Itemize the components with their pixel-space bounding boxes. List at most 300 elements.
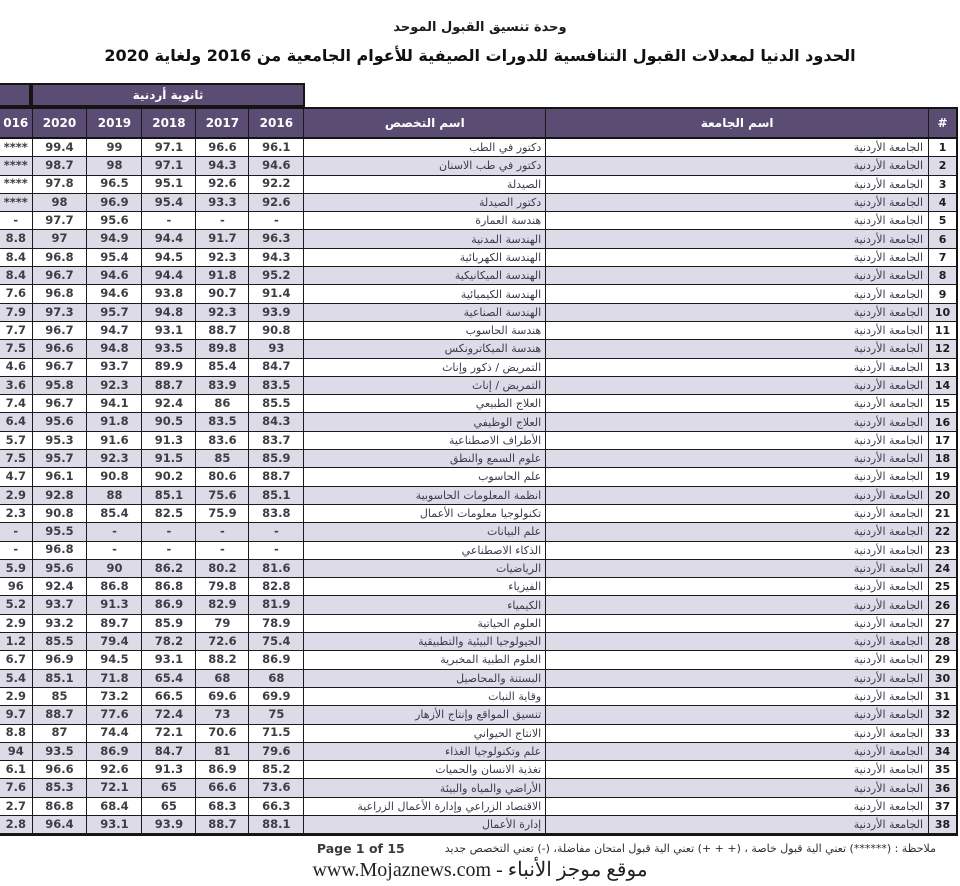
rate-2018-cell: 91.5	[141, 450, 195, 467]
specialization-cell: الاقتصاد الزراعي وإدارة الأعمال الزراعية	[303, 798, 545, 815]
rate-2019-cell: 73.2	[86, 688, 141, 705]
specialization-cell: انظمة المعلومات الحاسوبية	[303, 487, 545, 504]
rate-2019-cell: 93.1	[86, 816, 141, 833]
specialization-cell: الأطراف الاصطناعية	[303, 432, 545, 449]
row-number-cell: 34	[928, 743, 956, 760]
rate-2017-cell: 90.7	[195, 285, 248, 302]
rate-2016-cell: 95.2	[248, 267, 303, 284]
university-cell: الجامعة الأردنية	[545, 779, 928, 796]
rate-2016-cell: 84.3	[248, 413, 303, 430]
rate-2020-cell: 96.8	[32, 542, 87, 559]
rate-2016-cell: 82.8	[248, 578, 303, 595]
rate-2017-cell: 79	[195, 615, 248, 632]
rate-2016-cell: -	[248, 542, 303, 559]
university-cell: الجامعة الأردنية	[545, 322, 928, 339]
rate-2019-cell: 94.1	[86, 395, 141, 412]
rate-2016-clipped-cell: 2.8	[5, 816, 26, 831]
rate-2020-cell: 90.8	[32, 505, 87, 522]
row-number-cell: 22	[928, 523, 956, 540]
university-cell: الجامعة الأردنية	[545, 230, 928, 247]
university-cell: الجامعة الأردنية	[545, 688, 928, 705]
rate-2020-cell: 85	[32, 688, 87, 705]
rate-2016-cell: 79.6	[248, 743, 303, 760]
rate-2016-cell: 85.5	[248, 395, 303, 412]
university-cell: الجامعة الأردنية	[545, 487, 928, 504]
rate-2017-cell: 80.6	[195, 468, 248, 485]
rate-2018-cell: -	[141, 212, 195, 229]
rate-2020-cell: 96.8	[32, 285, 87, 302]
rate-2018-cell: 65	[141, 779, 195, 796]
row-number-cell: 21	[928, 505, 956, 522]
row-number-cell: 3	[928, 176, 956, 193]
admission-rates-table	[0, 107, 958, 836]
rate-2017-cell: 88.7	[195, 322, 248, 339]
rate-2017-cell: 88.7	[195, 816, 248, 833]
university-cell: الجامعة الأردنية	[545, 450, 928, 467]
rate-2018-cell: 93.5	[141, 340, 195, 357]
rate-2016-clipped-cell: 5.2	[5, 597, 26, 612]
rate-2018-cell: 89.9	[141, 359, 195, 376]
table-row	[0, 743, 956, 761]
rate-2018-cell: 65	[141, 798, 195, 815]
table-row	[0, 651, 956, 669]
row-number-cell: 13	[928, 359, 956, 376]
rate-2016-cell: 96.1	[248, 139, 303, 156]
table-row	[0, 779, 956, 797]
rate-2016-clipped-cell: 6.4	[5, 414, 26, 429]
rate-2019-cell: 95.7	[86, 304, 141, 321]
rate-2017-cell: 75.9	[195, 505, 248, 522]
rate-2016-clipped-cell: 5.4	[5, 670, 26, 685]
rate-2019-cell: 89.7	[86, 615, 141, 632]
rate-2016-cell: 86.9	[248, 651, 303, 668]
table-row	[0, 468, 956, 486]
header-row-number: #	[928, 109, 956, 137]
university-cell: الجامعة الأردنية	[545, 578, 928, 595]
row-number-cell: 19	[928, 468, 956, 485]
rate-2019-cell: 95.6	[86, 212, 141, 229]
rate-2016-clipped-cell: 1.2	[5, 633, 26, 648]
rate-2018-cell: 72.4	[141, 706, 195, 723]
row-number-cell: 28	[928, 633, 956, 650]
rate-2016-clipped-cell: 2.9	[5, 487, 26, 502]
table-row	[0, 487, 956, 505]
row-number-cell: 38	[928, 816, 956, 833]
rate-2016-cell: 73.6	[248, 779, 303, 796]
rate-2018-cell: 90.5	[141, 413, 195, 430]
university-cell: الجامعة الأردنية	[545, 505, 928, 522]
rate-2017-cell: 72.6	[195, 633, 248, 650]
row-number-cell: 16	[928, 413, 956, 430]
rate-2016-clipped-cell: 2.9	[5, 615, 26, 630]
university-cell: الجامعة الأردنية	[545, 285, 928, 302]
certificate-band-label: ثانوية أردنية	[31, 83, 305, 107]
rate-2020-cell: 96.1	[32, 468, 87, 485]
rate-2017-cell: 91.7	[195, 230, 248, 247]
row-number-cell: 29	[928, 651, 956, 668]
rate-2016-clipped-cell: 4.6	[5, 359, 26, 374]
rate-2020-cell: 96.8	[32, 249, 87, 266]
rate-2016-cell: 81.9	[248, 596, 303, 613]
rate-2016-clipped-cell: 7.6	[5, 780, 26, 795]
rate-2016-clipped-cell: ****	[3, 194, 28, 209]
rate-2016-cell: -	[248, 212, 303, 229]
rate-2017-cell: 85	[195, 450, 248, 467]
row-number-cell: 32	[928, 706, 956, 723]
table-row	[0, 395, 956, 413]
table-row	[0, 505, 956, 523]
row-number-cell: 24	[928, 560, 956, 577]
rate-2016-clipped-cell: 8.4	[5, 267, 26, 282]
table-row	[0, 816, 956, 834]
university-cell: الجامعة الأردنية	[545, 139, 928, 156]
university-cell: الجامعة الأردنية	[545, 413, 928, 430]
rate-2016-cell: 83.5	[248, 377, 303, 394]
row-number-cell: 1	[928, 139, 956, 156]
rate-2020-cell: 92.4	[32, 578, 87, 595]
university-cell: الجامعة الأردنية	[545, 304, 928, 321]
rate-2016-cell: 91.4	[248, 285, 303, 302]
rate-2018-cell: 95.4	[141, 194, 195, 211]
rate-2016-clipped-cell: 7.7	[5, 322, 26, 337]
rate-2019-cell: 98	[86, 157, 141, 174]
rate-2016-clipped-cell: 9.7	[5, 707, 26, 722]
rate-2017-cell: 83.6	[195, 432, 248, 449]
rate-2016-clipped-cell: -	[13, 213, 19, 228]
header-year-2019: 2019	[86, 109, 141, 137]
rate-2016-cell: 75	[248, 706, 303, 723]
table-row	[0, 596, 956, 614]
table-row	[0, 523, 956, 541]
rate-2019-cell: 91.8	[86, 413, 141, 430]
rate-2017-cell: 73	[195, 706, 248, 723]
rate-2019-cell: 94.9	[86, 230, 141, 247]
rate-2016-cell: 88.1	[248, 816, 303, 833]
rate-2016-cell: 71.5	[248, 725, 303, 742]
rate-2020-cell: 95.8	[32, 377, 87, 394]
document-subtitle: الحدود الدنيا لمعدلات القبول التنافسية للدورات الصيفية للأعوام الجامعية من 2016 ولغاية 2020	[104, 46, 856, 65]
specialization-cell: الأراضي والمياه والبيئة	[303, 779, 545, 796]
specialization-cell: الانتاج الحيواني	[303, 725, 545, 742]
certificate-band-clipped	[0, 83, 31, 107]
rate-2018-cell: 91.3	[141, 761, 195, 778]
rate-2020-cell: 98	[32, 194, 87, 211]
rate-2019-cell: 94.6	[86, 285, 141, 302]
header-university: اسم الجامعة	[545, 109, 928, 137]
rate-2020-cell: 93.2	[32, 615, 87, 632]
table-row	[0, 285, 956, 303]
rate-2016-cell: 81.6	[248, 560, 303, 577]
table-row	[0, 670, 956, 688]
specialization-cell: الكيمياء	[303, 596, 545, 613]
rate-2017-cell: 70.6	[195, 725, 248, 742]
specialization-cell: علم وتكنولوجيا الغذاء	[303, 743, 545, 760]
rate-2017-cell: 75.6	[195, 487, 248, 504]
rate-2016-cell: 83.8	[248, 505, 303, 522]
rate-2018-cell: 97.1	[141, 157, 195, 174]
rate-2016-cell: 88.7	[248, 468, 303, 485]
rate-2018-cell: 94.5	[141, 249, 195, 266]
row-number-cell: 4	[928, 194, 956, 211]
university-cell: الجامعة الأردنية	[545, 359, 928, 376]
university-cell: الجامعة الأردنية	[545, 395, 928, 412]
specialization-cell: وقاية النبات	[303, 688, 545, 705]
rate-2017-cell: 86	[195, 395, 248, 412]
table-row	[0, 157, 956, 175]
rate-2020-cell: 97.3	[32, 304, 87, 321]
rate-2016-cell: 94.3	[248, 249, 303, 266]
specialization-cell: العلوم الحياتية	[303, 615, 545, 632]
specialization-cell: الرياضيات	[303, 560, 545, 577]
table-row	[0, 413, 956, 431]
rate-2016-cell: 96.3	[248, 230, 303, 247]
rate-2016-clipped-cell: ****	[3, 158, 28, 173]
rate-2017-cell: 80.2	[195, 560, 248, 577]
rate-2020-cell: 96.7	[32, 359, 87, 376]
rate-2020-cell: 86.8	[32, 798, 87, 815]
rate-2020-cell: 96.7	[32, 322, 87, 339]
specialization-cell: الهندسة الكيميائية	[303, 285, 545, 302]
rate-2018-cell: 94.4	[141, 230, 195, 247]
rate-2017-cell: 92.6	[195, 176, 248, 193]
rate-2020-cell: 96.4	[32, 816, 87, 833]
rate-2019-cell: -	[86, 523, 141, 540]
table-row	[0, 542, 956, 560]
rate-2017-cell: 91.8	[195, 267, 248, 284]
specialization-cell: تنسيق المواقع وإنتاج الأزهار	[303, 706, 545, 723]
rate-2017-cell: 68.3	[195, 798, 248, 815]
rate-2019-cell: 72.1	[86, 779, 141, 796]
rate-2016-cell: 83.7	[248, 432, 303, 449]
row-number-cell: 35	[928, 761, 956, 778]
rate-2016-cell: 84.7	[248, 359, 303, 376]
table-row	[0, 212, 956, 230]
rate-2018-cell: 93.8	[141, 285, 195, 302]
watermark-website: www.Mojaznews.com - موقع موجز الأنباء	[312, 859, 648, 881]
specialization-cell: العلاج الوظيفي	[303, 413, 545, 430]
rate-2019-cell: 74.4	[86, 725, 141, 742]
rate-2017-cell: 68	[195, 670, 248, 687]
specialization-cell: الذكاء الاصطناعي	[303, 542, 545, 559]
row-number-cell: 2	[928, 157, 956, 174]
rate-2019-cell: 93.7	[86, 359, 141, 376]
rate-2018-cell: 94.8	[141, 304, 195, 321]
row-number-cell: 23	[928, 542, 956, 559]
row-number-cell: 27	[928, 615, 956, 632]
rate-2016-clipped-cell: -	[13, 524, 19, 539]
row-number-cell: 25	[928, 578, 956, 595]
rate-2016-clipped-cell: 96	[7, 579, 24, 594]
rate-2019-cell: 86.8	[86, 578, 141, 595]
university-cell: الجامعة الأردنية	[545, 743, 928, 760]
university-cell: الجامعة الأردنية	[545, 560, 928, 577]
band-spacer	[305, 83, 958, 107]
rate-2020-cell: 85.3	[32, 779, 87, 796]
rate-2020-cell: 95.7	[32, 450, 87, 467]
table-row	[0, 706, 956, 724]
rate-2016-clipped-cell: 8.8	[5, 231, 26, 246]
rate-2018-cell: 86.2	[141, 560, 195, 577]
rate-2016-cell: 85.9	[248, 450, 303, 467]
footer-note-row	[0, 841, 936, 856]
rate-2016-clipped-cell: 5.9	[5, 560, 26, 575]
rate-2020-cell: 87	[32, 725, 87, 742]
rate-2016-clipped-cell: 7.5	[5, 450, 26, 465]
university-cell: الجامعة الأردنية	[545, 157, 928, 174]
table-row	[0, 633, 956, 651]
rate-2020-cell: 97.8	[32, 176, 87, 193]
rate-2016-clipped-cell: 2.9	[5, 688, 26, 703]
university-cell: الجامعة الأردنية	[545, 194, 928, 211]
specialization-cell: الهندسة الكهربائية	[303, 249, 545, 266]
table-row	[0, 377, 956, 395]
rate-2017-cell: 83.9	[195, 377, 248, 394]
specialization-cell: البستنة والمحاصيل	[303, 670, 545, 687]
university-cell: الجامعة الأردنية	[545, 706, 928, 723]
row-number-cell: 8	[928, 267, 956, 284]
university-cell: الجامعة الأردنية	[545, 267, 928, 284]
rate-2018-cell: 86.9	[141, 596, 195, 613]
rate-2017-cell: 86.9	[195, 761, 248, 778]
rate-2018-cell: 93.1	[141, 322, 195, 339]
university-cell: الجامعة الأردنية	[545, 761, 928, 778]
rate-2018-cell: 85.9	[141, 615, 195, 632]
header-year-2018: 2018	[141, 109, 195, 137]
specialization-cell: الفيزياء	[303, 578, 545, 595]
header-year-2016-clipped: 016	[3, 116, 29, 130]
university-cell: الجامعة الأردنية	[545, 432, 928, 449]
rate-2018-cell: 90.2	[141, 468, 195, 485]
rate-2017-cell: 79.8	[195, 578, 248, 595]
rate-2018-cell: 93.1	[141, 651, 195, 668]
rate-2018-cell: 66.5	[141, 688, 195, 705]
specialization-cell: دكتور في طب الاسنان	[303, 157, 545, 174]
rate-2019-cell: 94.7	[86, 322, 141, 339]
rate-2016-cell: 93	[248, 340, 303, 357]
rate-2018-cell: 86.8	[141, 578, 195, 595]
specialization-cell: إدارة الأعمال	[303, 816, 545, 833]
table-row	[0, 267, 956, 285]
rate-2019-cell: 94.5	[86, 651, 141, 668]
rate-2020-cell: 88.7	[32, 706, 87, 723]
table-row	[0, 432, 956, 450]
university-cell: الجامعة الأردنية	[545, 725, 928, 742]
rate-2019-cell: 88	[86, 487, 141, 504]
rate-2018-cell: 84.7	[141, 743, 195, 760]
rate-2020-cell: 85.1	[32, 670, 87, 687]
row-number-cell: 33	[928, 725, 956, 742]
row-number-cell: 7	[928, 249, 956, 266]
rate-2019-cell: 90.8	[86, 468, 141, 485]
row-number-cell: 31	[928, 688, 956, 705]
row-number-cell: 14	[928, 377, 956, 394]
row-number-cell: 15	[928, 395, 956, 412]
rate-2020-cell: 92.8	[32, 487, 87, 504]
rate-2019-cell: 99	[86, 139, 141, 156]
row-number-cell: 11	[928, 322, 956, 339]
table-row	[0, 798, 956, 816]
rate-2019-cell: -	[86, 542, 141, 559]
table-row	[0, 688, 956, 706]
specialization-cell: الهندسة الميكانيكية	[303, 267, 545, 284]
row-number-cell: 36	[928, 779, 956, 796]
university-cell: الجامعة الأردنية	[545, 816, 928, 833]
specialization-cell: دكتور في الطب	[303, 139, 545, 156]
rate-2016-clipped-cell: 7.5	[5, 341, 26, 356]
university-cell: الجامعة الأردنية	[545, 542, 928, 559]
university-cell: الجامعة الأردنية	[545, 212, 928, 229]
rate-2017-cell: 82.9	[195, 596, 248, 613]
row-number-cell: 5	[928, 212, 956, 229]
university-cell: الجامعة الأردنية	[545, 798, 928, 815]
table-row	[0, 249, 956, 267]
specialization-cell: هندسة العمارة	[303, 212, 545, 229]
rate-2020-cell: 95.6	[32, 413, 87, 430]
specialization-cell: هندسة الحاسوب	[303, 322, 545, 339]
rate-2020-cell: 99.4	[32, 139, 87, 156]
table-row	[0, 194, 956, 212]
row-number-cell: 12	[928, 340, 956, 357]
rate-2016-clipped-cell: 6.1	[5, 761, 26, 776]
rate-2020-cell: 95.5	[32, 523, 87, 540]
rate-2019-cell: 96.9	[86, 194, 141, 211]
rate-2019-cell: 94.8	[86, 340, 141, 357]
university-cell: الجامعة الأردنية	[545, 377, 928, 394]
rate-2016-cell: 68	[248, 670, 303, 687]
rate-2019-cell: 86.9	[86, 743, 141, 760]
rate-2016-clipped-cell: 5.7	[5, 432, 26, 447]
rate-2017-cell: 92.3	[195, 304, 248, 321]
specialization-cell: الصيدلة	[303, 176, 545, 193]
row-number-cell: 20	[928, 487, 956, 504]
table-rows	[0, 139, 956, 834]
university-cell: الجامعة الأردنية	[545, 633, 928, 650]
rate-2018-cell: 72.1	[141, 725, 195, 742]
footnote-text: ملاحظة : (******) تعني الية قبول خاصة ، (+ + +) تعني الية قبول امتحان مفاضلة، (-) تعني التخصص جديد	[444, 842, 936, 855]
rate-2016-clipped-cell: 6.7	[5, 652, 26, 667]
rate-2020-cell: 95.3	[32, 432, 87, 449]
rate-2017-cell: 66.6	[195, 779, 248, 796]
rate-2019-cell: 71.8	[86, 670, 141, 687]
rate-2020-cell: 93.7	[32, 596, 87, 613]
rate-2019-cell: 91.3	[86, 596, 141, 613]
rate-2016-cell: 93.9	[248, 304, 303, 321]
rate-2016-cell: 78.9	[248, 615, 303, 632]
rate-2019-cell: 79.4	[86, 633, 141, 650]
row-number-cell: 26	[928, 596, 956, 613]
rate-2018-cell: 88.7	[141, 377, 195, 394]
table-row	[0, 359, 956, 377]
table-row	[0, 450, 956, 468]
table-row	[0, 761, 956, 779]
specialization-cell: علم الحاسوب	[303, 468, 545, 485]
table-row	[0, 560, 956, 578]
rate-2017-cell: 83.5	[195, 413, 248, 430]
rate-2019-cell: 95.4	[86, 249, 141, 266]
specialization-cell: الهندسة الصناعية	[303, 304, 545, 321]
rate-2016-clipped-cell: 7.4	[5, 396, 26, 411]
table-row	[0, 304, 956, 322]
rate-2020-cell: 85.5	[32, 633, 87, 650]
row-number-cell: 18	[928, 450, 956, 467]
rate-2018-cell: -	[141, 542, 195, 559]
university-cell: الجامعة الأردنية	[545, 596, 928, 613]
university-cell: الجامعة الأردنية	[545, 340, 928, 357]
rate-2020-cell: 96.6	[32, 340, 87, 357]
rate-2017-cell: 96.6	[195, 139, 248, 156]
rate-2016-clipped-cell: 2.7	[5, 798, 26, 813]
rate-2019-cell: 68.4	[86, 798, 141, 815]
